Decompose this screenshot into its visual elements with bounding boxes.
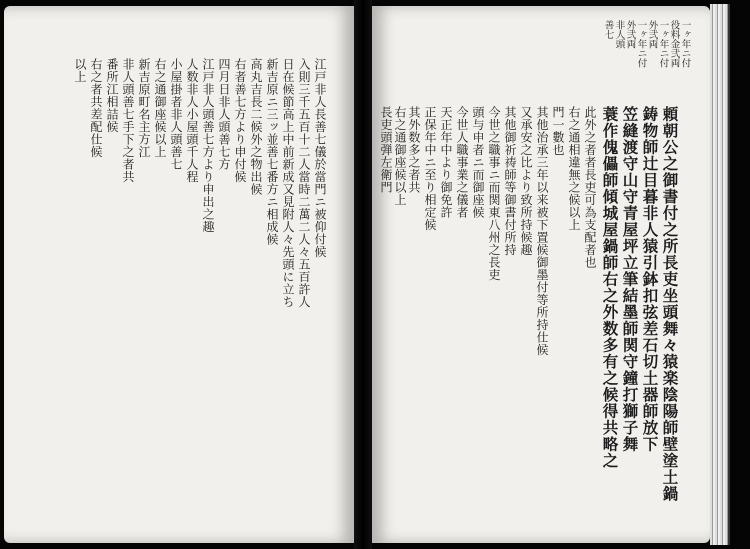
header-note: 一ヶ年ニ付 [679, 20, 691, 68]
left-page [4, 6, 354, 543]
header-note: 一ヶ年ニ付 [657, 20, 669, 68]
text-column: 其他御祈祷師等御書付所持 [503, 106, 517, 256]
text-column: 門一數也 [551, 106, 565, 156]
header-note: 外弐両 [624, 20, 636, 49]
text-column: 正保年中ニ至り相定候 [423, 106, 437, 231]
header-note: 役料金弐両 [668, 20, 680, 68]
text-column: 右者善七方より申付候 [233, 58, 247, 183]
text-column: 此外之者者長吏可為支配者也 [583, 106, 597, 269]
text-column: 頭与申者ニ而御座候 [471, 106, 485, 219]
text-column: 其他治承三年以来被下置候御墨付等所持仕候 [535, 106, 549, 356]
text-column: 今世人職事業之儀者 [455, 106, 469, 219]
right-page [372, 6, 710, 543]
text-column: 長吏頭弾左衛門 [379, 106, 393, 194]
text-column: 右之通相違無之候以上 [567, 106, 581, 231]
text-column: 頼朝公之御書付之所長吏坐頭舞々猿楽陰陽師壁塗土鍋 [660, 106, 680, 502]
header-note: 外弐両 [646, 20, 658, 49]
text-column: 非人頭善七手下之者共 [121, 58, 135, 183]
text-column: 江戸非人頭善七方より申出之趣 [201, 58, 215, 233]
text-column: 今世之職事ニ而関東八州之長吏 [487, 106, 501, 281]
text-column: 右之通御座候以上 [153, 58, 167, 158]
text-column: 江戸非人長善七儀於當門ニ被仰付候 [313, 58, 327, 258]
text-column: 番所江相詰候 [105, 58, 119, 133]
text-column: 右之通御座候以上 [393, 106, 407, 206]
book-gutter [354, 0, 372, 549]
text-column: 蓑作傀儡師傾城屋鍋師右之外数多有之候得共略之 [600, 106, 620, 469]
text-column: 其外数多之者共 [407, 106, 421, 194]
header-note: 非人頭 [613, 20, 625, 49]
text-column: 人数非人小屋頭千人程 [185, 58, 199, 183]
text-column: 高丸吉長二候外之物出候 [249, 58, 263, 196]
header-note: 一ヶ年ニ付 [635, 20, 647, 68]
text-column: 天正年中より御免許 [439, 106, 453, 219]
text-column: 新吉原ニ三ッ並善七番方ニ相成候 [265, 58, 279, 246]
text-column: 新吉原町名主方江 [137, 58, 151, 158]
text-column: 笠縫渡守山守青屋坪立筆結墨師関守鐘打獅子舞 [620, 106, 640, 453]
text-column: 右之者共差配仕候 [89, 58, 103, 158]
text-column: 小屋掛者非人頭善七 [169, 58, 183, 171]
text-column: 日在候節高上中前新成又見附人々先頭に立ち [281, 58, 295, 308]
header-note: 善七 [602, 20, 614, 39]
text-column: 四月日非人頭善七方 [217, 58, 231, 171]
text-column: 鋳物師辻目暮非人猿引鉢扣弦差石切土器師放下 [640, 106, 660, 453]
text-column: 入則三千五百十二人當時二萬二人々五百許人 [297, 58, 311, 308]
page-edge-stack [710, 4, 730, 545]
text-column: 又承安之比より致所持候趣 [519, 106, 533, 256]
text-column: 以上 [73, 58, 87, 83]
